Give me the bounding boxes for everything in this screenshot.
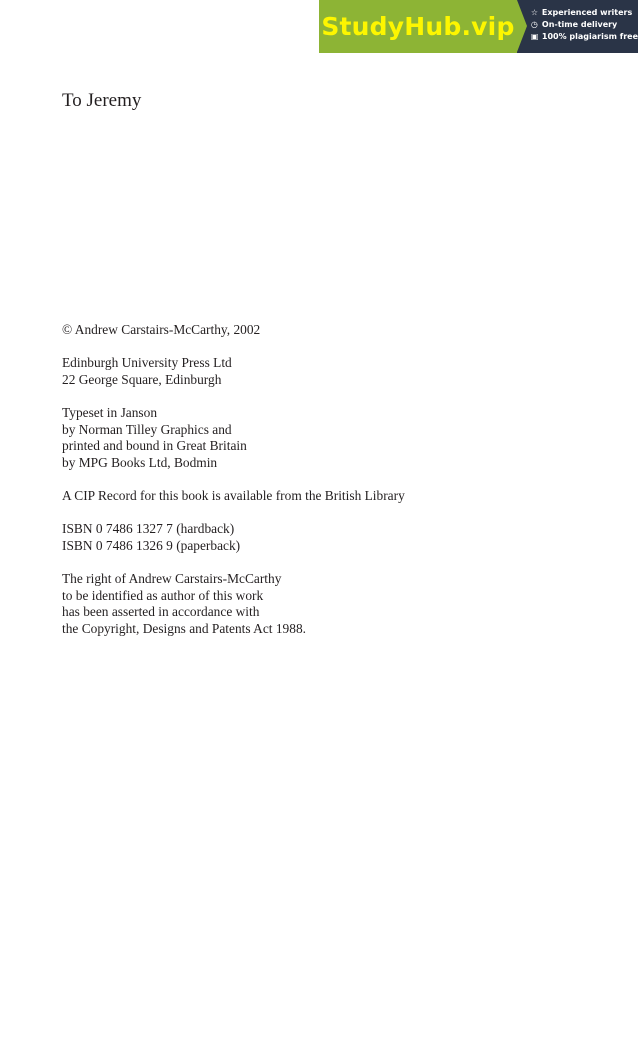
typesetting-line: printed and bound in Great Britain	[62, 438, 247, 454]
banner-feature-plagiarism	[531, 30, 638, 42]
typesetting-line: by Norman Tilley Graphics and	[62, 421, 232, 437]
banner-feature-text: On-time delivery	[541, 19, 618, 29]
rights-line: the Copyright, Designs and Patents Act 1988.	[62, 620, 306, 636]
typesetting-block	[62, 405, 405, 471]
publisher-line: Edinburgh University Press Ltd	[62, 355, 232, 371]
copyright-block	[62, 322, 405, 339]
publisher-line: 22 George Square, Edinburgh	[62, 371, 222, 387]
banner-feature-writers	[531, 6, 638, 18]
publisher-block	[62, 355, 405, 388]
rights-block	[62, 571, 405, 637]
banner-feature-delivery	[531, 18, 638, 30]
rights-line: to be identified as author of this work	[62, 587, 264, 603]
clock-icon: ◷	[530, 19, 538, 29]
studyhub-logo: StudyHub.vip	[319, 0, 517, 53]
document-check-icon: ▣	[530, 31, 539, 41]
cip-line: A CIP Record for this book is available from the British Library	[62, 487, 405, 503]
banner-feature-text: Experienced writers	[541, 7, 633, 17]
banner-features	[517, 0, 638, 53]
isbn-line: ISBN 0 7486 1326 9 (paperback)	[62, 537, 241, 553]
banner-feature-text: 100% plagiarism free	[541, 31, 638, 41]
rights-line: has been asserted in accordance with	[62, 604, 260, 620]
typesetting-line: by MPG Books Ltd, Bodmin	[62, 454, 218, 470]
rights-line: The right of Andrew Carstairs-McCarthy	[62, 570, 282, 586]
imprint-page	[62, 322, 405, 654]
studyhub-banner-ad[interactable]	[319, 0, 638, 53]
isbn-block	[62, 521, 405, 554]
cip-block	[62, 488, 405, 505]
copyright-line: © Andrew Carstairs-McCarthy, 2002	[62, 322, 261, 337]
star-icon: ☆	[530, 7, 539, 17]
banner-notch	[517, 0, 527, 52]
dedication: To Jeremy	[62, 90, 142, 111]
isbn-line: ISBN 0 7486 1327 7 (hardback)	[62, 521, 235, 537]
typesetting-line: Typeset in Janson	[62, 404, 158, 420]
